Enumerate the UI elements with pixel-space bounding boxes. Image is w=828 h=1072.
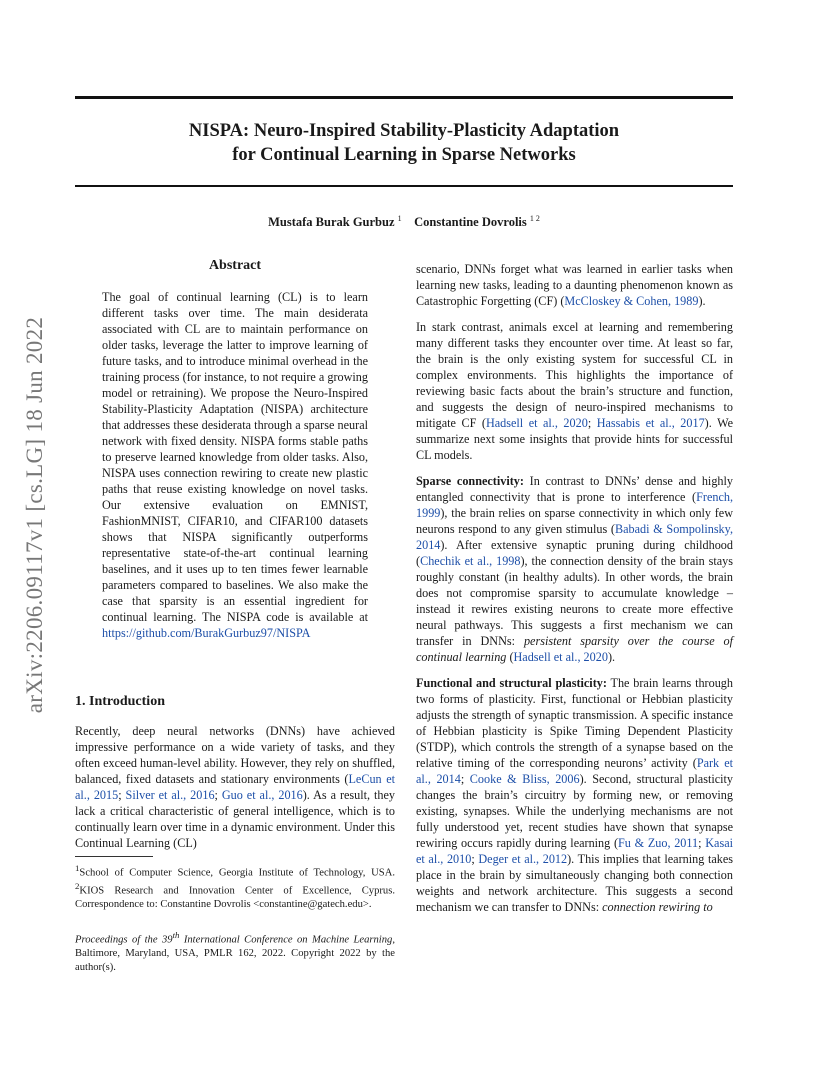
paragraph-heading: Sparse connectivity: [416,474,524,488]
paragraph: Sparse connectivity: In contrast to DNNs’ dense and highly entangled connectivity that is prone to interference (French, 1999), the brain relies on sparse connectivity in which only few neurons respond to any given stimulus (Babadi & Sompolinsky, 2014). After extensive synaptic pruning during childhood (Chechik et al., 1998), the connection density of the brain stays roughly constant (in healthy adults). In other words, the brain does not compromise sparsity to accumulate knowledge – instead it rewires existing neurons to create more effective neural pathways. This suggests a first mechanism we can transfer in DNNs: persistent sparsity over the course of continual learning (Hadsell et al., 2020). [416,474,734,664]
author-name: Mustafa Burak Gurbuz [268,215,395,230]
citation-link[interactable]: Cooke & Bliss, 2006 [469,772,580,786]
affiliation-footnote: $^1$School of Computer Science, Georgia Institute of Technology, USA. $^2$KIOS Research and Innovation Center of Excellence, Cyprus. Correspondence to: Constantine Dovrolis <constantine@gatech.edu>. [75,863,395,911]
paragraph: In stark contrast, animals excel at learning and remembering many different tasks they encounter over time. At least so far, the brain is the only existing system for successful CL in complex environments. This highlights the importance of reviewing basic facts about the brain’s structure and function, and suggests the design of neuro-inspired mechanisms to mitigate CF (Hadsell et al., 2020; Hassabis et al., 2017). We summarize next some insights that provide hints for successful CL models. [416,320,734,462]
footnote-rule [75,856,153,857]
abstract-body: The goal of continual learning (CL) is to learn different tasks over time. The main desiderata associated with CL are to maintain performance on older tasks, leverage the latter to improve learning of future tasks, and to introduce minimal overhead in the training process (for instance, to not require a growing model or retraining). We propose the Neuro-Inspired Stability-Plasticity Adaptation (NISPA) architecture that addresses these desiderata through a sparse neural network with fixed density. NISPA forms stable paths to preserve learned knowledge from older tasks. Also, NISPA uses connection rewiring to create new plastic paths that reuse existing knowledge on novel tasks. Our extensive evaluation on EMNIST, FashionMNIST, CIFAR10, and CIFAR100 datasets shows that NISPA significantly outperforms representative state-of-the-art continual learning baselines, and it uses up to ten times fewer learnable parameters compared to baselines. We also make the case that sparsity is an essential ingredient for continual learning. The NISPA code is available at https://github.com/BurakGurbuz97/NISPA [102,290,368,640]
abstract-heading: Abstract [208,258,262,273]
citation-link[interactable]: Chechik et al., 1998 [420,554,521,568]
citation-link[interactable]: Hassabis et al., 2017 [596,416,705,430]
top-rule [75,96,733,99]
citation-link[interactable]: Deger et al., 2012 [478,852,568,866]
citation-link[interactable]: Fu & Zuo, 2011 [618,836,699,850]
right-column [416,261,733,925]
paper-title: NISPA: Neuro-Inspired Stability-Plasticity Adaptation for Continual Learning in Sparse Networks [188,121,620,165]
citation-link[interactable]: Babadi & Sompolinsky, 2014 [416,522,734,552]
citation-link[interactable]: Silver et al., 2016 [125,788,215,802]
citation-link[interactable]: French, 1999 [416,490,733,520]
introduction-body: Recently, deep neural networks (DNNs) have achieved impressive performance on a wide variety of tasks, and they often exceed human-level ability. However, they rely on shuffled, balanced, fixed datasets and stationary environments (LeCun et al., 2015; Silver et al., 2016; Guo et al., 2016). As a result, they lack a critical characteristic of general intelligence, which is to continually learn over time in a dynamic environment. Under this Continual Learning (CL) [75,724,396,850]
citation-link[interactable]: Hadsell et al., 2020 [513,650,608,664]
citation-link[interactable]: Hadsell et al., 2020 [485,416,588,430]
bottom-rule [75,185,733,187]
paragraph: scenario, DNNs forget what was learned in earlier tasks when learning new tasks, leading to a daunting phenomenon known as Catastrophic Forgetting (CF) (McCloskey & Cohen, 1989). [416,262,733,308]
arxiv-identifier: arXiv:2206.09117v1 [cs.LG] 18 Jun 2022 [22,316,47,714]
citation-link[interactable]: Park et al., 2014 [416,756,733,786]
citation-link[interactable]: Kasai et al., 2010 [416,836,733,866]
citation-link[interactable]: Guo et al., 2016 [221,788,303,802]
citation-link[interactable]: LeCun et al., 2015 [75,772,396,802]
citation-link[interactable]: McCloskey & Cohen, 1989 [564,294,699,308]
section-heading: 1. Introduction [75,694,165,709]
arxiv-sidebar [10,270,60,760]
paragraph: Functional and structural plasticity: The brain learns through two forms of plasticity. First, functional or Hebbian plasticity adjusts the strength of synaptic transmission. A specific instance of Hebbian plasticity is Spike Timing Dependent Plasticity (STDP), which controls the strength of a synapse based on the relative timing of the corresponding neurons’ activity (Park et al., 2014; Cooke & Bliss, 2006). Second, structural plasticity changes the brain’s circuitry by forming new, or removing existing, synapses. While the underlying mechanisms are not fully understood yet, recent studies have shown that synapse rewiring occurs rapidly during learning (Fu & Zuo, 2011; Kasai et al., 2010; Deger et al., 2012). This implies that learning takes place in the brain by simultaneously changing both connection weights and network architecture. This suggests a second mechanism we can transfer to DNNs: connection rewiring to [416,676,733,914]
author-list: Mustafa Burak Gurbuz $^1$ Constantine Dovrolis $^{1 2}$ [268,214,540,230]
author-name: Constantine Dovrolis [414,215,527,230]
proceedings-note: Proceedings of the 39th International Conference on Machine Learning, Baltimore, Maryland, USA, PMLR 162, 2022. Copyright 2022 by the author(s). [75,930,395,973]
paragraph-heading: Functional and structural plasticity: [416,676,607,690]
code-link[interactable]: https://github.com/BurakGurbuz97/NISPA [102,626,311,640]
